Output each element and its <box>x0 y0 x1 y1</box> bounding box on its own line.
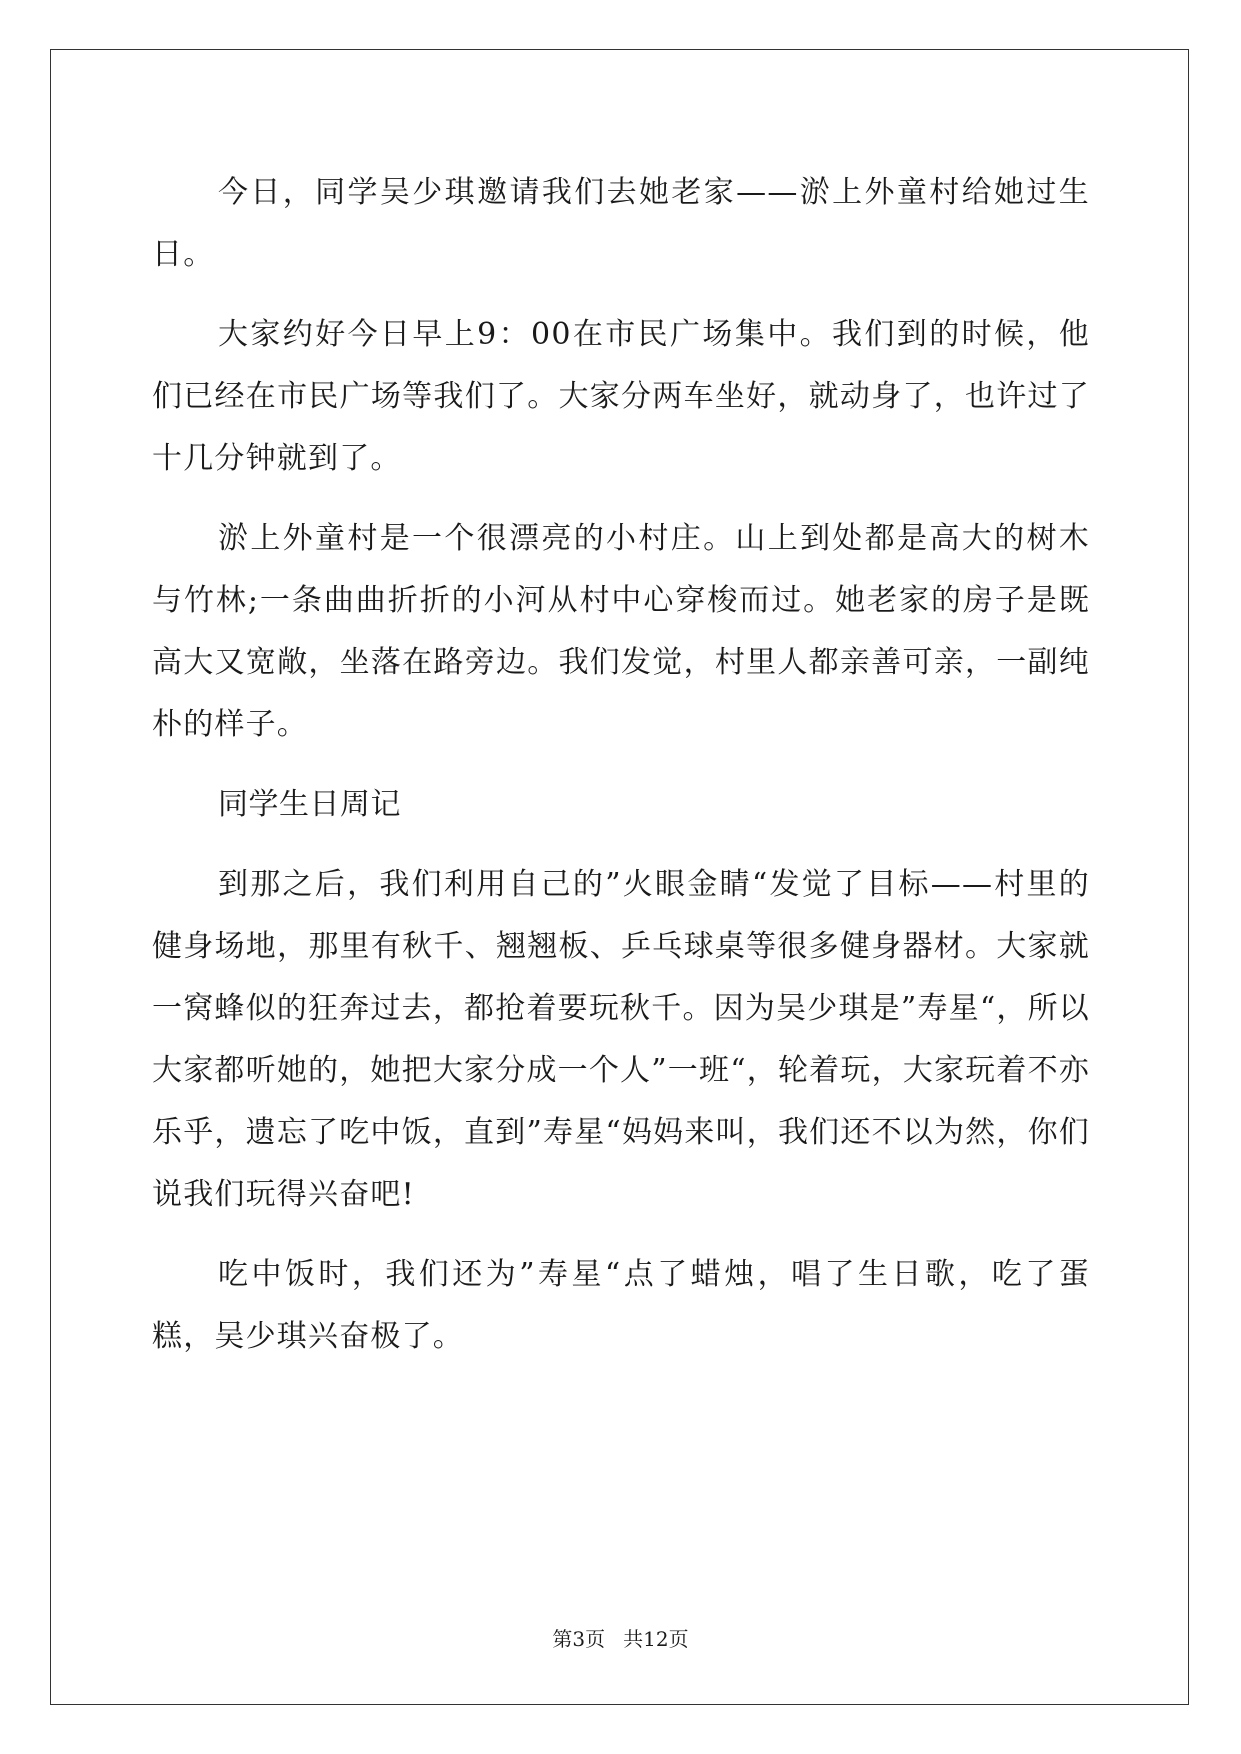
page-footer <box>0 1623 1241 1652</box>
section-heading: 同学生日周记 <box>218 787 401 822</box>
paragraph-4: 到那之后，我们利用自己的”火眼金睛“发觉了目标——村里的健身场地，那里有秋千、翘翘板、乒乓球桌等很多健身器材。大家就一窝蜂似的狂奔过去，都抢着要玩秋千。因为吴少琪是”寿星“，所以大家都听她的，她把大家分成一个人”一班“，轮着玩，大家玩着不亦乐乎，遗忘了吃中饭，直到”寿星“妈妈来叫，我们还不以为然，你们说我们玩得兴奋吧! <box>152 867 1090 1212</box>
paragraph-1: 今日，同学吴少琪邀请我们去她老家——淤上外童村给她过生日。 <box>152 175 1090 272</box>
page-number: 第3页 <box>552 1627 606 1651</box>
paragraph-5: 吃中饭时，我们还为”寿星“点了蜡烛，唱了生日歌，吃了蛋糕，吴少琪兴奋极了。 <box>152 1257 1090 1354</box>
page-total: 共12页 <box>623 1627 689 1651</box>
paragraph-2: 大家约好今日早上9：00在市民广场集中。我们到的时候，他们已经在市民广场等我们了。大家分两车坐好，就动身了，也许过了十几分钟就到了。 <box>152 317 1090 476</box>
document-body <box>152 162 1090 1386</box>
paragraph-3: 淤上外童村是一个很漂亮的小村庄。山上到处都是高大的树木与竹林;一条曲曲折折的小河从村中心穿梭而过。她老家的房子是既高大又宽敞，坐落在路旁边。我们发觉，村里人都亲善可亲，一副纯朴的样子。 <box>152 521 1090 742</box>
